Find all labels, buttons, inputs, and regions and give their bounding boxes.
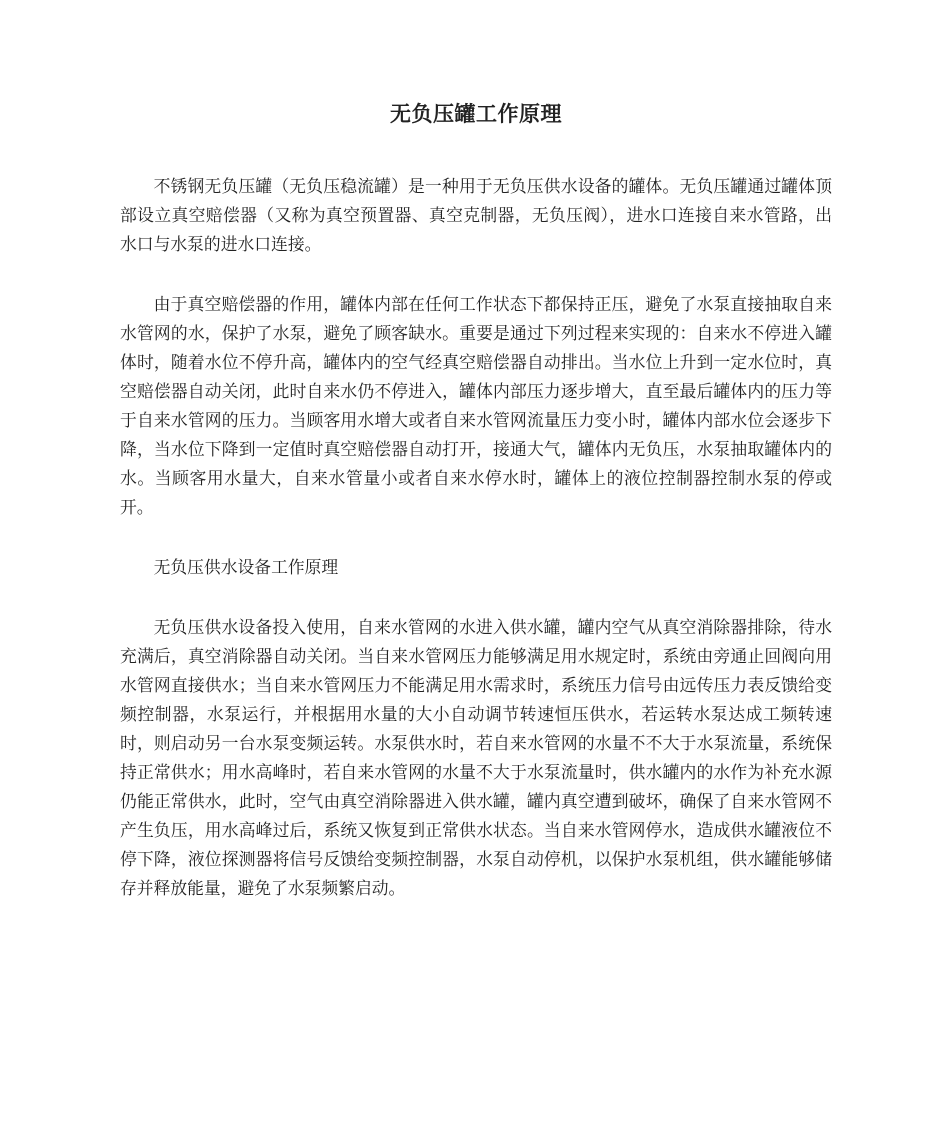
section-subheading: 无负压供水设备工作原理 <box>153 557 339 577</box>
document-title: 无负压罐工作原理 <box>390 102 562 126</box>
paragraph-equipment-principle: 无负压供水设备投入使用，自来水管网的水进入供水罐，罐内空气从真空消除器排除，待水充满后，真空消除器自动关闭。当自来水管网压力能够满足用水规定时，系统由旁通止回阀向用水管网直接供水；当自来水管网压力不能满足用水需求时，系统压力信号由远传压力表反馈给变频控制器，水泵运行，并根据用水量的大小自动调节转速恒压供水，若运转水泵达成工频转速时，则启动另一台水泵变频运转。水泵供水时，若自来水管网的水量不不大于水泵流量，系统保持正常供水；用水高峰时，若自来水管网的水量不大于水泵流量时，供水罐内的水作为补充水源仍能正常供水，此时，空气由真空消除器进入供水罐，罐内真空遭到破坏，确保了自来水管网不产生负压，用水高峰过后，系统又恢复到正常供水状态。当自来水管网停水，造成供水罐液位不停下降，液位探测器将信号反馈给变频控制器，水泵自动停机，以保护水泵机组，供水罐能够储存并释放能量，避免了水泵频繁启动。 <box>120 617 832 898</box>
paragraph-mechanism: 由于真空赔偿器的作用，罐体内部在任何工作状态下都保持正压，避免了水泵直接抽取自来水管网的水，保护了水泵，避免了顾客缺水。重要是通过下列过程来实现的：自来水不停进入罐体时，随着水位不停升高，罐体内的空气经真空赔偿器自动排出。当水位上升到一定水位时，真空赔偿器自动关闭，此时自来水仍不停进入，罐体内部压力逐步增大，直至最后罐体内的压力等于自来水管网的压力。当顾客用水增大或者自来水管网流量压力变小时，罐体内部水位会逐步下降，当水位下降到一定值时真空赔偿器自动打开，接通大气，罐体内无负压，水泵抽取罐体内的水。当顾客用水量大，自来水管量小或者自来水停水时，罐体上的液位控制器控制水泵的停或开。 <box>120 294 832 517</box>
paragraph-intro: 不锈钢无负压罐（无负压稳流罐）是一种用于无负压供水设备的罐体。无负压罐通过罐体顶部设立真空赔偿器（又称为真空预置器、真空克制器，无负压阀），进水口连接自来水管路，出水口与水泵的进水口连接。 <box>120 176 832 254</box>
